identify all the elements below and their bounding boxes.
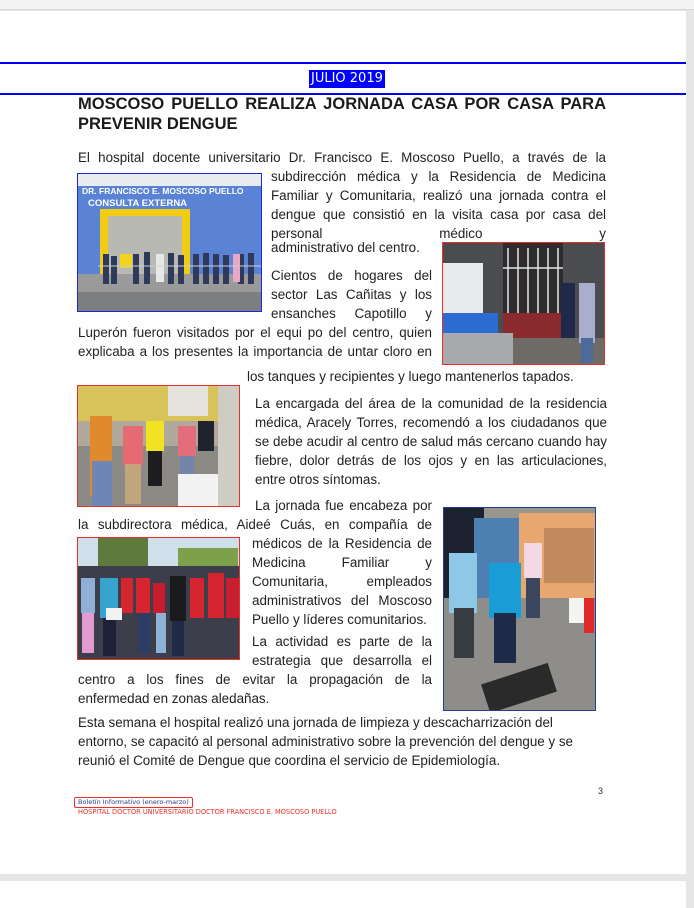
vertical-scrollbar[interactable] <box>686 11 694 908</box>
paragraph-2-wrap: Cientos de hogares del sector Las Cañitas y los ensanches Capotillo y <box>271 268 432 321</box>
paragraph-2-full: Luperón fueron visitados por el equi po del centro, quien explicaba a los presentes la importancia de untar cloro en <box>78 325 432 359</box>
paragraph-1-line-1: El hospital docente universitario Dr. Francisco E. Moscoso Puello, a través de la <box>78 150 606 165</box>
header-rule-top <box>0 62 686 64</box>
viewer-top-gap <box>0 0 694 10</box>
paragraph-4-wrap: médicos de la Residencia de Medicina Familiar y Comunitaria, empleados administrativos del Moscoso Puello y líderes comunitarios. <box>252 536 432 627</box>
photo-staff-group-image <box>78 538 240 660</box>
photo-street-inspection <box>443 507 596 711</box>
footer-bulletin-label: Boletín Informativo (enero-marzo) <box>74 797 193 808</box>
photo-community-meeting <box>77 385 240 507</box>
paragraph-1-end: administrativo del centro. <box>271 240 420 255</box>
building-sign-line-2: CONSULTA EXTERNA <box>88 198 188 209</box>
edition-date: JULIO 2019 <box>311 71 383 86</box>
paragraph-2-end: los tanques y recipientes y luego mantenerlos tapados. <box>247 369 574 384</box>
photo-staff-group <box>77 537 240 660</box>
photo-house-visit-image <box>443 243 605 365</box>
photo-hospital-entrance-image <box>78 174 262 312</box>
footer-hospital-name: HOSPITAL DOCTOR UNIVERSITARIO DOCTOR FRANCISCO E. MOSCOSO PUELLO <box>78 808 337 816</box>
photo-hospital-entrance <box>77 173 262 312</box>
photo-street-inspection-image <box>444 508 596 711</box>
photo-house-visit <box>442 242 605 365</box>
paragraph-6: Esta semana el hospital realizó una jornada de limpieza y descacharrización del entorno, se capacitó al personal administrativo sobre la prevención del dengue y se reunió el Comité de Dengue que coordina el servicio de Epidemiología. <box>78 715 574 768</box>
article-title: MOSCOSO PUELLO REALIZA JORNADA CASA POR CASA PARA PREVENIR DENGUE <box>78 95 606 133</box>
page-number: 3 <box>598 786 604 796</box>
paragraph-4-first: La jornada fue encabeza por <box>255 498 432 513</box>
photo-community-meeting-image <box>78 386 240 507</box>
next-page <box>0 881 686 908</box>
paragraph-3: La encargada del área de la comunidad de la residencia médica, Aracely Torres, recomendó a los ciudadanos que se debe acudir al centro de salud más cercano cuando hay fiebre, dolor detrás de los ojos y en las articulaciones, entre otros síntomas. <box>255 396 607 487</box>
paragraph-5-full: centro a los fines de evitar la propagación de la enfermedad en zonas aledañas. <box>78 672 432 706</box>
paragraph-4-full: la subdirectora médica, Aideé Cuás, en compañía de <box>78 517 432 532</box>
paragraph-5-wrap: La actividad es parte de la estrategia que desarrolla el <box>252 634 432 668</box>
building-sign-line-1: DR. FRANCISCO E. MOSCOSO PUELLO <box>82 186 244 196</box>
paragraph-1-body: subdirección médica y la Residencia de Medicina Familiar y Comunitaria, realizó una jornada contra el dengue que consistió en la visita casa por casa del personal médico y <box>271 169 606 241</box>
